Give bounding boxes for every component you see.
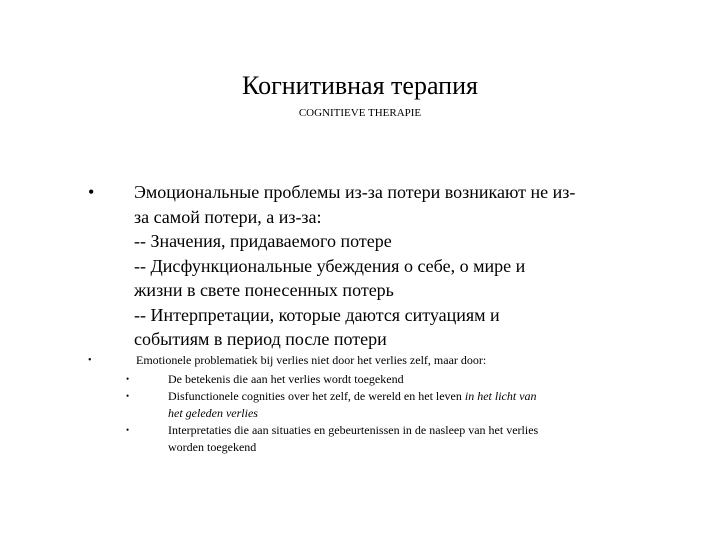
text-line: событиям в период после потери [134,329,387,349]
sub-bullet-marker: • [126,374,130,384]
sub-bullet-marker: • [126,391,130,401]
sub-bullet-marker: • [126,425,130,435]
slide-subtitle: COGNITIEVE THERAPIE [298,107,422,119]
list-item [88,388,628,422]
text-line: за самой потери, а из-за: [134,206,322,227]
list-item [88,371,628,388]
russian-bullet-text [134,180,604,352]
slide-title: Когнитивная терапия [242,71,478,100]
text-line: het geleden verlies [168,406,258,420]
text-plain: Disfunctionele cognities over het zelf, de wereld en het leven [168,389,465,403]
bullet-marker: • [88,182,95,202]
text-line: жизни в свете понесенных потерь [134,280,394,300]
text-line: Эмоциональные проблемы из-за потери возникают не из- [134,182,576,202]
dutch-intro-text: Emotionele problematiek bij verlies niet door het verlies zelf, maar door: [136,353,487,367]
text-line: -- Дисфункциональные убеждения о себе, о мире и [134,255,526,276]
text-line: Interpretaties die aan situaties en gebeurtenissen in de nasleep van het verlies [168,423,539,437]
bullet-marker: • [88,355,92,366]
text-line [168,388,608,405]
list-item [88,422,628,456]
dutch-sub-list [88,371,628,456]
text-line: -- Значения, придаваемого потере [134,231,392,251]
text-line: -- Интерпретации, которые даются ситуациям и [134,304,500,325]
text-line: De betekenis die aan het verlies wordt toegekend [168,372,404,386]
text-italic: in het licht van [464,389,537,403]
text-line: worden toegekend [168,440,257,454]
